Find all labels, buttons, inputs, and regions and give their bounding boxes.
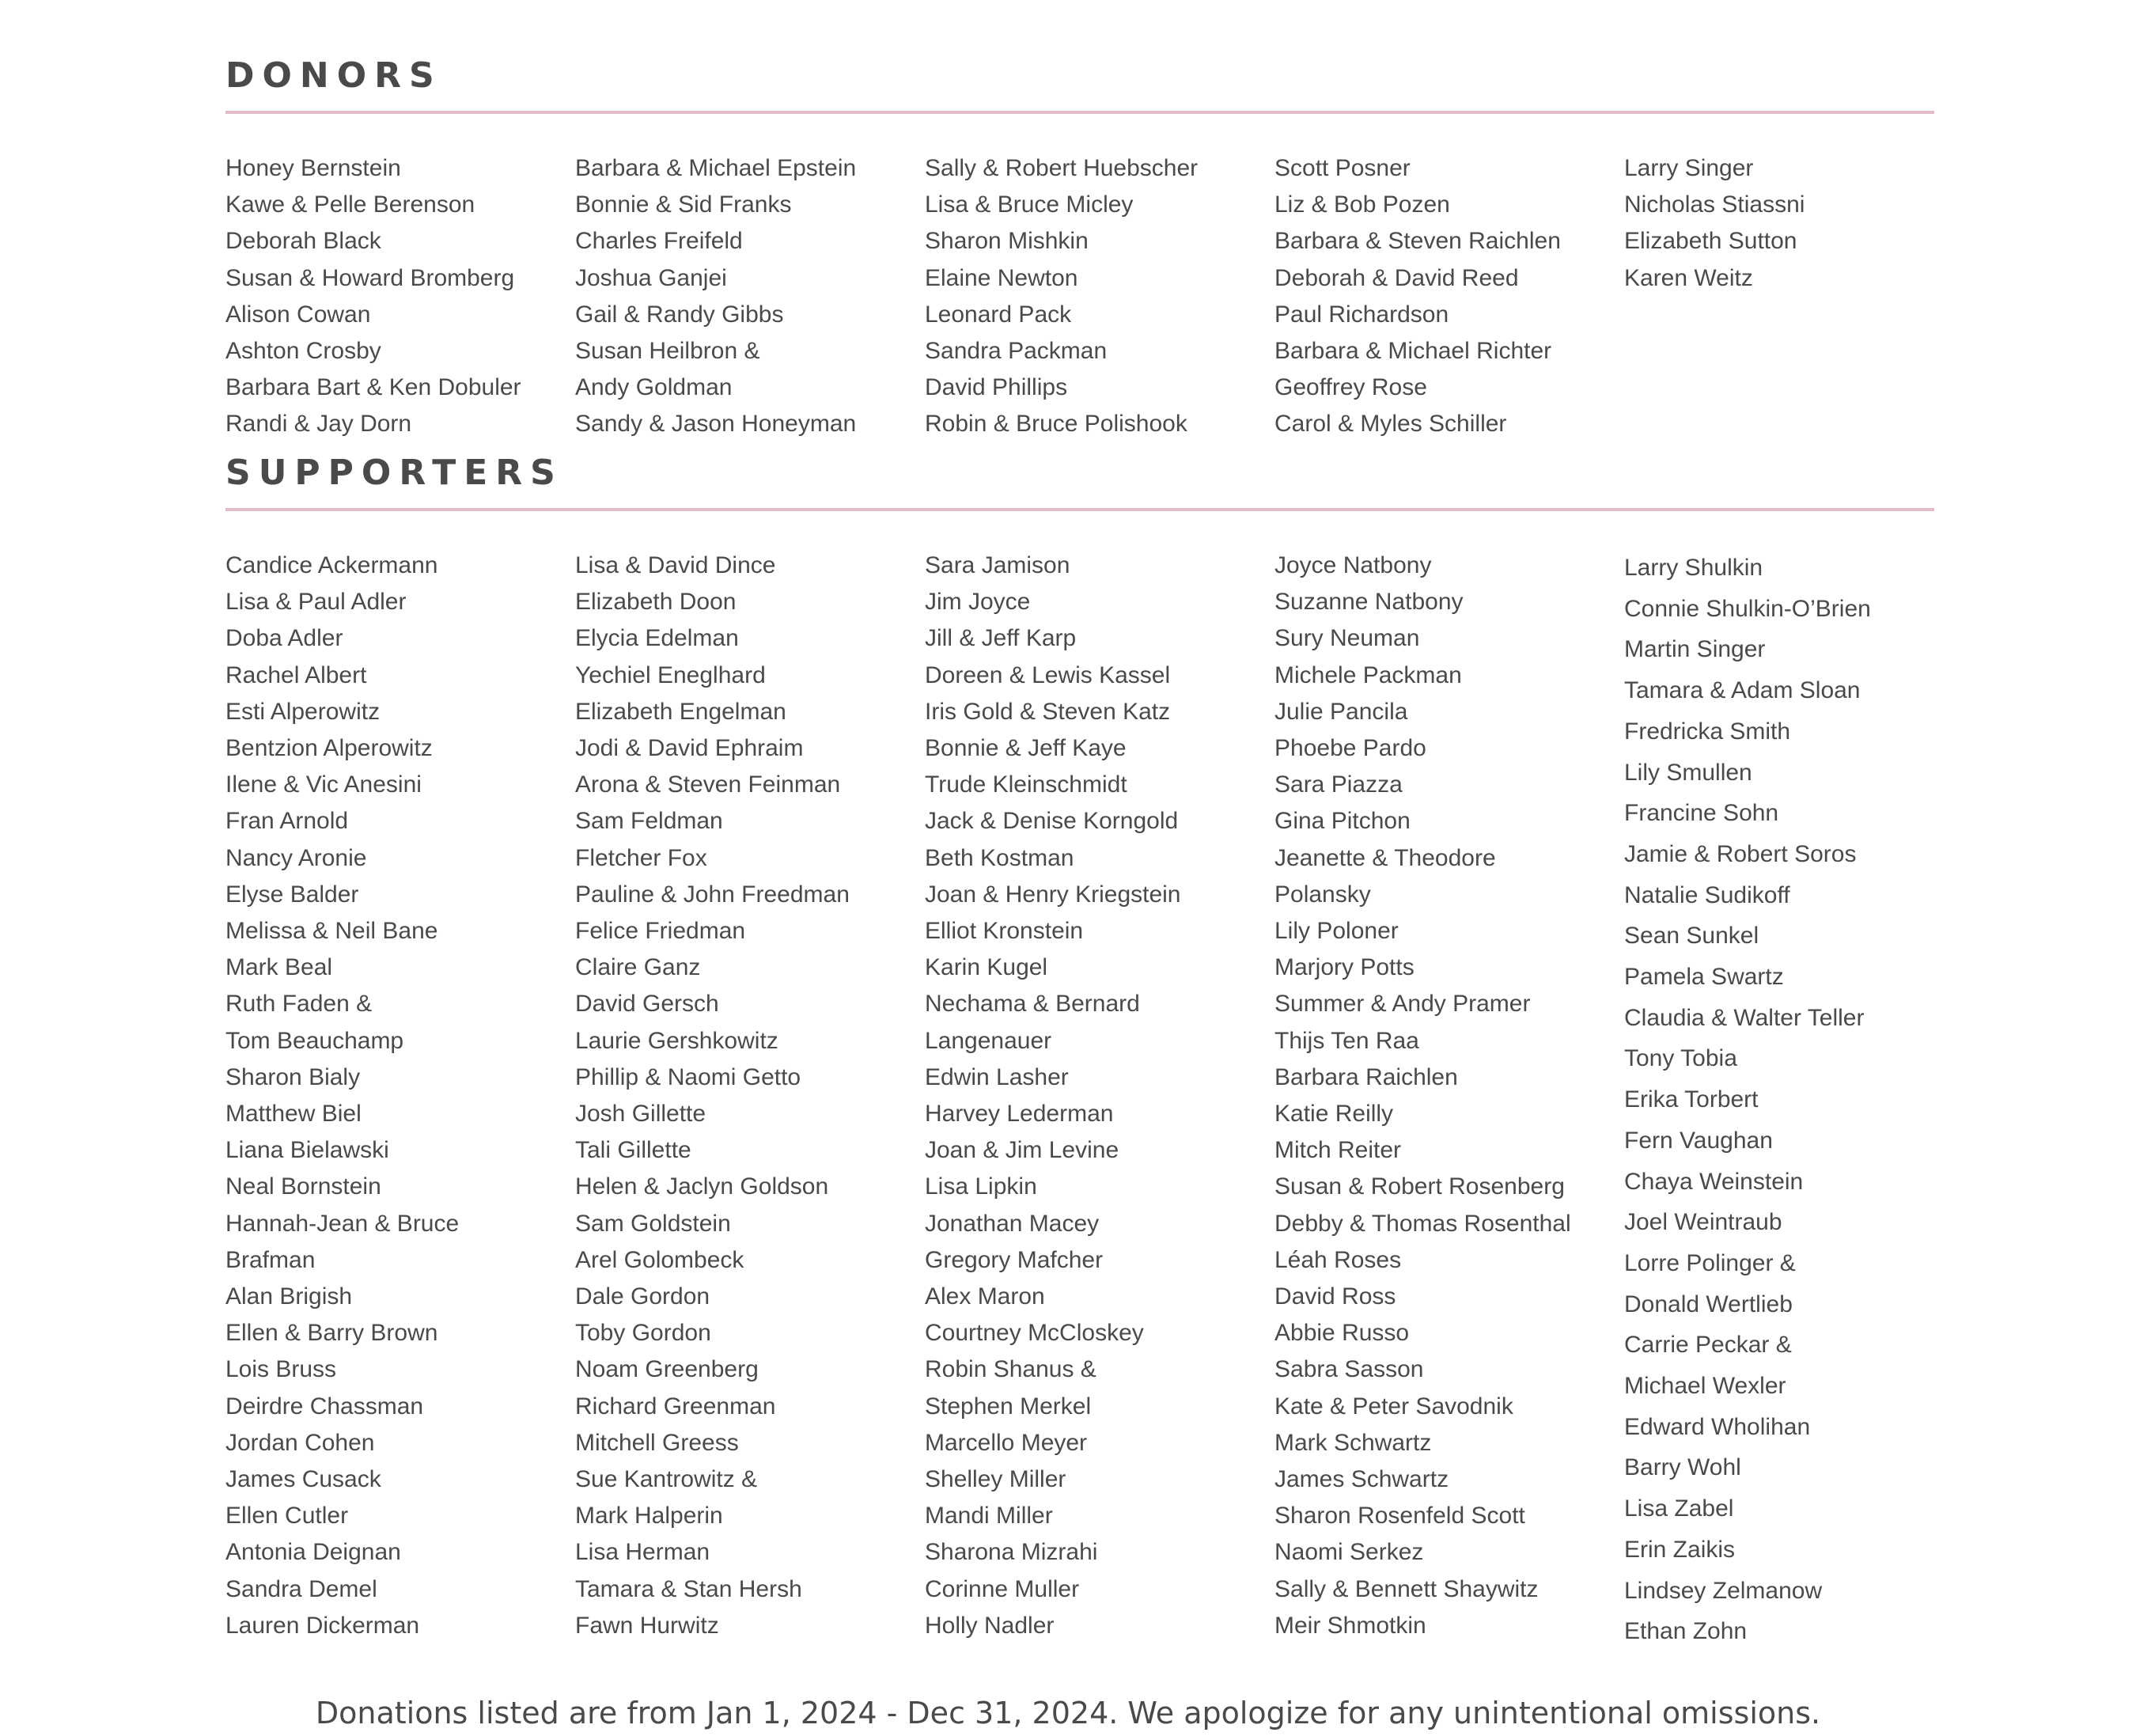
name-entry: Marcello Meyer bbox=[925, 1429, 1088, 1456]
name-entry: Barry Wohl bbox=[1624, 1454, 1741, 1481]
name-entry: Summer & Andy Pramer bbox=[1274, 991, 1531, 1018]
name-entry: Robin & Bruce Polishook bbox=[925, 411, 1187, 438]
donors-columns bbox=[225, 150, 1974, 443]
name-entry: Abbie Russo bbox=[1274, 1320, 1410, 1347]
name-entry: Elaine Newton bbox=[925, 264, 1078, 291]
name-entry: Michele Packman bbox=[1274, 661, 1462, 688]
name-entry: Sandra Demel bbox=[225, 1575, 377, 1602]
name-entry: Joyce Natbony bbox=[1274, 552, 1432, 578]
name-entry: Lois Bruss bbox=[225, 1356, 337, 1383]
name-entry: Elizabeth Engelman bbox=[575, 698, 786, 725]
name-entry: Matthew Biel bbox=[225, 1101, 362, 1128]
name-entry: Lisa Herman bbox=[575, 1539, 710, 1566]
name-entry: Jack & Denise Korngold bbox=[925, 808, 1179, 835]
name-entry: Elliot Kronstein bbox=[925, 918, 1084, 945]
name-entry: Barbara Bart & Ken Dobuler bbox=[225, 374, 521, 401]
name-entry: Lisa & Bruce Micley bbox=[925, 191, 1134, 218]
name-entry: Doreen & Lewis Kassel bbox=[925, 661, 1171, 688]
name-entry: Jill & Jeff Karp bbox=[925, 625, 1077, 652]
name-entry: Gina Pitchon bbox=[1274, 808, 1411, 835]
name-entry: Lisa Lipkin bbox=[925, 1173, 1037, 1200]
name-entry: Candice Ackermann bbox=[225, 552, 438, 578]
name-entry: Barbara & Michael Richter bbox=[1274, 338, 1552, 365]
name-column bbox=[575, 548, 925, 1652]
name-entry: Doba Adler bbox=[225, 625, 343, 652]
name-entry: Pauline & John Freedman bbox=[575, 881, 850, 908]
name-entry: Jodi & David Ephraim bbox=[575, 735, 804, 762]
name-entry: Noam Greenberg bbox=[575, 1356, 759, 1383]
name-entry: Kawe & Pelle Berenson bbox=[225, 191, 475, 218]
donors-divider bbox=[225, 111, 1934, 114]
name-entry: Alison Cowan bbox=[225, 301, 371, 328]
name-entry: Richard Greenman bbox=[575, 1393, 776, 1420]
name-entry: Jamie & Robert Soros bbox=[1624, 840, 1857, 867]
name-entry: David Ross bbox=[1274, 1283, 1396, 1310]
name-entry: Liz & Bob Pozen bbox=[1274, 191, 1450, 218]
name-entry: Susan Heilbron & bbox=[575, 338, 760, 365]
name-entry: Ellen Cutler bbox=[225, 1503, 349, 1529]
supporters-columns bbox=[225, 548, 1974, 1652]
name-entry: Sandra Packman bbox=[925, 338, 1108, 365]
name-entry: Tamara & Adam Sloan bbox=[1624, 677, 1861, 704]
name-entry: Laurie Gershkowitz bbox=[575, 1027, 778, 1054]
name-entry: Mitchell Greess bbox=[575, 1429, 739, 1456]
name-entry: Neal Bornstein bbox=[225, 1173, 381, 1200]
name-entry: Kate & Peter Savodnik bbox=[1274, 1393, 1513, 1420]
name-entry: Jordan Cohen bbox=[225, 1429, 375, 1456]
name-column bbox=[1274, 150, 1624, 443]
name-entry: Francine Sohn bbox=[1624, 800, 1779, 827]
name-entry: Marjory Potts bbox=[1274, 954, 1415, 981]
name-column bbox=[1624, 150, 1974, 443]
name-entry: Léah Roses bbox=[1274, 1246, 1402, 1273]
name-entry: Chaya Weinstein bbox=[1624, 1168, 1804, 1195]
name-entry: Claire Ganz bbox=[575, 954, 701, 981]
name-entry: Ilene & Vic Anesini bbox=[225, 771, 422, 798]
name-entry: Fredricka Smith bbox=[1624, 718, 1791, 745]
name-entry: Nicholas Stiassni bbox=[1624, 191, 1805, 218]
name-entry: Jonathan Macey bbox=[925, 1210, 1100, 1237]
name-entry: Hannah-Jean & Bruce bbox=[225, 1210, 460, 1237]
name-entry: Liana Bielawski bbox=[225, 1137, 389, 1164]
name-entry: Barbara & Michael Epstein bbox=[575, 155, 857, 181]
name-entry: Paul Richardson bbox=[1274, 301, 1449, 328]
name-entry: Corinne Muller bbox=[925, 1575, 1080, 1602]
name-entry: Trude Kleinschmidt bbox=[925, 771, 1127, 798]
footer-note: Donations listed are from Jan 1, 2024 - Dec 31, 2024. We apologize for any unintentional omissions. bbox=[315, 1696, 1821, 1730]
name-entry: Ethan Zohn bbox=[1624, 1618, 1748, 1645]
name-entry: Geoffrey Rose bbox=[1274, 374, 1427, 401]
name-entry: Scott Posner bbox=[1274, 155, 1411, 181]
name-entry: Shelley Miller bbox=[925, 1466, 1066, 1493]
name-entry: Tom Beauchamp bbox=[225, 1027, 404, 1054]
name-column bbox=[1624, 548, 1974, 1652]
name-entry: Randi & Jay Dorn bbox=[225, 411, 412, 438]
name-column bbox=[225, 150, 575, 443]
name-entry: Yechiel Eneglhard bbox=[575, 661, 766, 688]
name-entry: Barbara & Steven Raichlen bbox=[1274, 228, 1561, 255]
name-entry: Susan & Robert Rosenberg bbox=[1274, 1173, 1565, 1200]
name-entry: Nancy Aronie bbox=[225, 844, 367, 871]
name-entry: Carol & Myles Schiller bbox=[1274, 411, 1507, 438]
name-entry: Katie Reilly bbox=[1274, 1101, 1394, 1128]
name-entry: Jim Joyce bbox=[925, 589, 1031, 616]
name-entry: Sury Neuman bbox=[1274, 625, 1420, 652]
name-entry: Sharon Rosenfeld Scott bbox=[1274, 1503, 1525, 1529]
name-entry: Julie Pancila bbox=[1274, 698, 1408, 725]
name-entry: Iris Gold & Steven Katz bbox=[925, 698, 1171, 725]
name-entry: Sean Sunkel bbox=[1624, 923, 1759, 949]
name-entry: Meir Shmotkin bbox=[1274, 1612, 1426, 1639]
name-entry: Lisa & Paul Adler bbox=[225, 589, 407, 616]
name-entry: Edwin Lasher bbox=[925, 1063, 1069, 1090]
name-entry: Sam Goldstein bbox=[575, 1210, 731, 1237]
name-entry: Sara Jamison bbox=[925, 552, 1070, 578]
name-entry: Mark Halperin bbox=[575, 1503, 723, 1529]
name-entry: Felice Friedman bbox=[575, 918, 746, 945]
name-entry: Harvey Lederman bbox=[925, 1101, 1114, 1128]
name-entry: Mark Beal bbox=[225, 954, 333, 981]
name-entry: Lorre Polinger & bbox=[1624, 1249, 1796, 1276]
name-entry: Thijs Ten Raa bbox=[1274, 1027, 1419, 1054]
name-entry: Bonnie & Jeff Kaye bbox=[925, 735, 1127, 762]
name-entry: Lisa Zabel bbox=[1624, 1495, 1734, 1522]
name-entry: Antonia Deignan bbox=[225, 1539, 401, 1566]
name-entry: Fawn Hurwitz bbox=[575, 1612, 719, 1639]
name-entry: Joan & Henry Kriegstein bbox=[925, 881, 1181, 908]
name-entry: Bonnie & Sid Franks bbox=[575, 191, 792, 218]
name-entry: Dale Gordon bbox=[575, 1283, 710, 1310]
name-entry: Deborah & David Reed bbox=[1274, 264, 1519, 291]
name-entry: Sally & Robert Huebscher bbox=[925, 155, 1199, 181]
name-entry: Barbara Raichlen bbox=[1274, 1063, 1458, 1090]
name-entry: Michael Wexler bbox=[1624, 1373, 1786, 1400]
name-entry: Andy Goldman bbox=[575, 374, 733, 401]
name-entry: Nechama & Bernard bbox=[925, 991, 1140, 1018]
name-entry: Tony Tobia bbox=[1624, 1045, 1737, 1072]
name-entry: Deborah Black bbox=[225, 228, 381, 255]
name-entry: Brafman bbox=[225, 1246, 316, 1273]
name-entry: Jeanette & Theodore bbox=[1274, 844, 1496, 871]
name-entry: Joel Weintraub bbox=[1624, 1209, 1782, 1236]
name-entry: Carrie Peckar & bbox=[1624, 1332, 1792, 1359]
name-entry: Karen Weitz bbox=[1624, 264, 1753, 291]
name-entry: Connie Shulkin-O’Brien bbox=[1624, 595, 1871, 622]
name-entry: David Phillips bbox=[925, 374, 1068, 401]
name-entry: Honey Bernstein bbox=[225, 155, 401, 181]
name-column bbox=[925, 150, 1274, 443]
name-entry: Lisa & David Dince bbox=[575, 552, 776, 578]
name-entry: Lauren Dickerman bbox=[225, 1612, 420, 1639]
name-entry: Sharon Bialy bbox=[225, 1063, 361, 1090]
name-entry: Edward Wholihan bbox=[1624, 1413, 1811, 1440]
name-entry: Sharon Mishkin bbox=[925, 228, 1089, 255]
name-entry: Ruth Faden & bbox=[225, 991, 373, 1018]
name-entry: Ashton Crosby bbox=[225, 338, 381, 365]
name-entry: Alex Maron bbox=[925, 1283, 1045, 1310]
name-entry: Tamara & Stan Hersh bbox=[575, 1575, 802, 1602]
name-entry: Sue Kantrowitz & bbox=[575, 1466, 758, 1493]
name-entry: Sandy & Jason Honeyman bbox=[575, 411, 857, 438]
name-entry: Gail & Randy Gibbs bbox=[575, 301, 784, 328]
name-entry: Josh Gillette bbox=[575, 1101, 706, 1128]
name-entry: James Schwartz bbox=[1274, 1466, 1449, 1493]
name-entry: Tali Gillette bbox=[575, 1137, 691, 1164]
name-entry: James Cusack bbox=[225, 1466, 381, 1493]
name-entry: Stephen Merkel bbox=[925, 1393, 1092, 1420]
name-entry: Susan & Howard Bromberg bbox=[225, 264, 515, 291]
name-entry: Joshua Ganjei bbox=[575, 264, 727, 291]
name-entry: Donald Wertlieb bbox=[1624, 1291, 1793, 1317]
name-entry: Langenauer bbox=[925, 1027, 1052, 1054]
name-entry: Rachel Albert bbox=[225, 661, 367, 688]
name-entry: Suzanne Natbony bbox=[1274, 589, 1464, 616]
supporters-divider bbox=[225, 508, 1934, 511]
name-entry: Lindsey Zelmanow bbox=[1624, 1577, 1823, 1604]
name-entry: Phillip & Naomi Getto bbox=[575, 1063, 801, 1090]
name-entry: Elyse Balder bbox=[225, 881, 359, 908]
name-entry: Lily Smullen bbox=[1624, 759, 1752, 786]
name-entry: Holly Nadler bbox=[925, 1612, 1055, 1639]
name-entry: Arona & Steven Feinman bbox=[575, 771, 841, 798]
name-entry: Lily Poloner bbox=[1274, 918, 1399, 945]
name-column bbox=[925, 548, 1274, 1652]
name-column bbox=[575, 150, 925, 443]
name-entry: Courtney McCloskey bbox=[925, 1320, 1144, 1347]
name-entry: Polansky bbox=[1274, 881, 1371, 908]
name-entry: Gregory Mafcher bbox=[925, 1246, 1104, 1273]
name-entry: Elizabeth Doon bbox=[575, 589, 737, 616]
name-entry: Larry Singer bbox=[1624, 155, 1754, 181]
name-entry: Mitch Reiter bbox=[1274, 1137, 1402, 1164]
name-entry: David Gersch bbox=[575, 991, 719, 1018]
name-entry: Bentzion Alperowitz bbox=[225, 735, 433, 762]
name-entry: Toby Gordon bbox=[575, 1320, 711, 1347]
name-entry: Beth Kostman bbox=[925, 844, 1074, 871]
name-entry: Arel Golombeck bbox=[575, 1246, 744, 1273]
name-entry: Joan & Jim Levine bbox=[925, 1137, 1119, 1164]
name-entry: Phoebe Pardo bbox=[1274, 735, 1426, 762]
name-entry: Deirdre Chassman bbox=[225, 1393, 424, 1420]
name-entry: Debby & Thomas Rosenthal bbox=[1274, 1210, 1571, 1237]
name-column bbox=[1274, 548, 1624, 1652]
name-entry: Pamela Swartz bbox=[1624, 964, 1784, 991]
name-entry: Sally & Bennett Shaywitz bbox=[1274, 1575, 1539, 1602]
name-entry: Larry Shulkin bbox=[1624, 555, 1763, 581]
name-entry: Leonard Pack bbox=[925, 301, 1072, 328]
name-entry: Sabra Sasson bbox=[1274, 1356, 1424, 1383]
donors-heading: DONORS bbox=[225, 55, 442, 96]
name-entry: Ellen & Barry Brown bbox=[225, 1320, 438, 1347]
name-entry: Alan Brigish bbox=[225, 1283, 353, 1310]
name-entry: Naomi Serkez bbox=[1274, 1539, 1424, 1566]
name-entry: Martin Singer bbox=[1624, 636, 1766, 663]
name-entry: Charles Freifeld bbox=[575, 228, 743, 255]
name-column bbox=[225, 548, 575, 1652]
name-entry: Elizabeth Sutton bbox=[1624, 228, 1797, 255]
name-entry: Karin Kugel bbox=[925, 954, 1048, 981]
name-entry: Robin Shanus & bbox=[925, 1356, 1096, 1383]
name-entry: Sharona Mizrahi bbox=[925, 1539, 1098, 1566]
name-entry: Helen & Jaclyn Goldson bbox=[575, 1173, 829, 1200]
name-entry: Sara Piazza bbox=[1274, 771, 1403, 798]
name-entry: Melissa & Neil Bane bbox=[225, 918, 438, 945]
name-entry: Fern Vaughan bbox=[1624, 1127, 1773, 1154]
name-entry: Fran Arnold bbox=[225, 808, 349, 835]
name-entry: Claudia & Walter Teller bbox=[1624, 1004, 1865, 1031]
name-entry: Sam Feldman bbox=[575, 808, 723, 835]
name-entry: Mandi Miller bbox=[925, 1503, 1053, 1529]
name-entry: Erika Torbert bbox=[1624, 1086, 1759, 1113]
name-entry: Fletcher Fox bbox=[575, 844, 707, 871]
name-entry: Mark Schwartz bbox=[1274, 1429, 1432, 1456]
name-entry: Natalie Sudikoff bbox=[1624, 881, 1790, 908]
supporters-heading: SUPPORTERS bbox=[225, 453, 563, 493]
name-entry: Erin Zaikis bbox=[1624, 1536, 1736, 1563]
name-entry: Elycia Edelman bbox=[575, 625, 739, 652]
name-entry: Esti Alperowitz bbox=[225, 698, 381, 725]
